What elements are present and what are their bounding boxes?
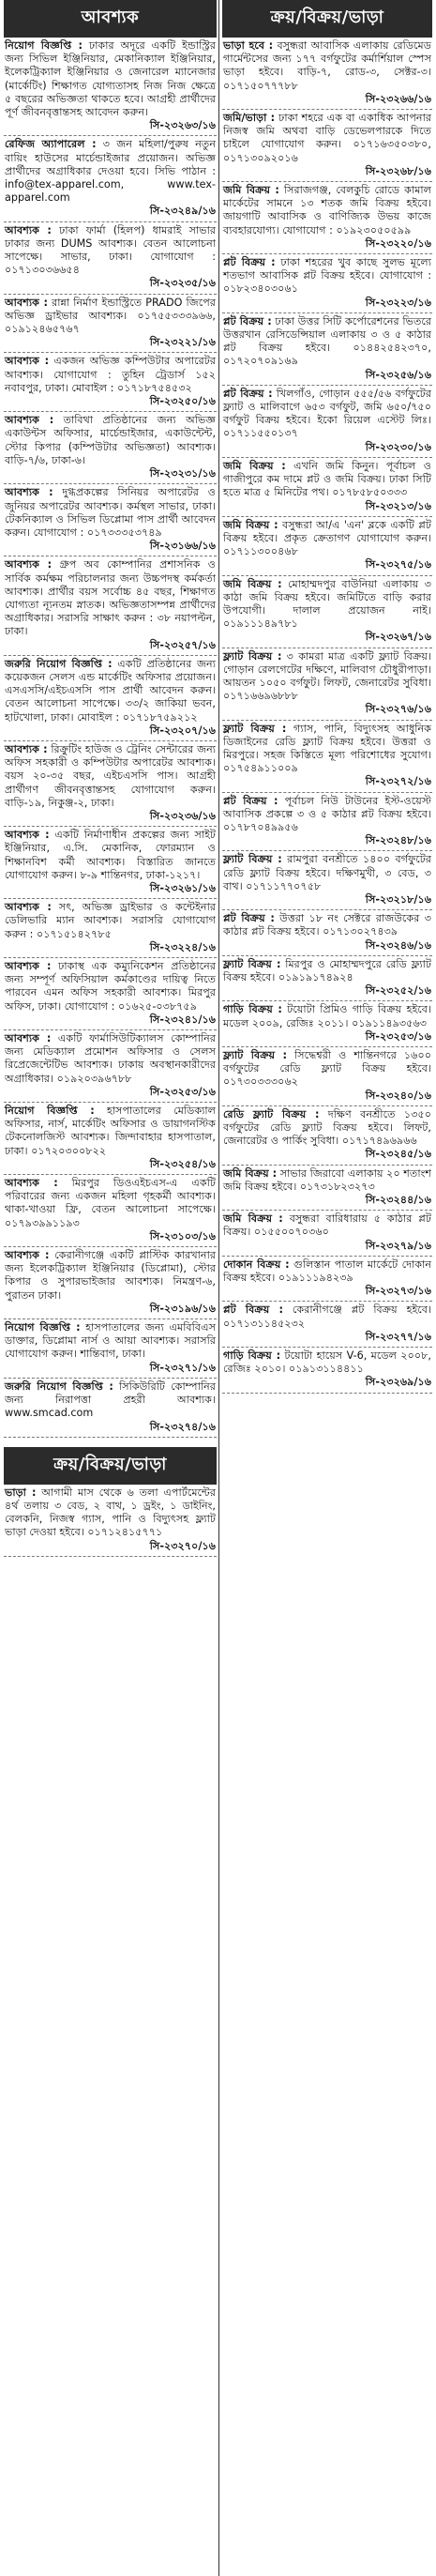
ad-code: সি-২৩২৭২/১৬ xyxy=(365,775,431,788)
classified-ad xyxy=(222,110,432,182)
ad-code: সি-২৩২২১/১৬ xyxy=(149,336,216,349)
ad-code: সি-২৩২৪০/১৬ xyxy=(365,1089,431,1102)
classified-ad xyxy=(4,412,217,484)
classified-ad xyxy=(222,1302,432,1348)
classified-ad xyxy=(4,1319,217,1379)
ad-code: সি-২৩২৭৯/১৬ xyxy=(365,1239,431,1252)
classified-ad xyxy=(222,1166,432,1212)
ad-text: রান্না নির্মাণ ইন্ডাস্ট্রিতে PRADO জিপের অভিজ্ঞ ড্রাইভার আবশ্যক। ০১৭৫৫৩৩৩৯৬৬, ০১৯১২৪৬৫৭৬৭ xyxy=(5,296,216,336)
ad-code: সি-২৩২২৩/১৬ xyxy=(365,296,431,309)
ad-keyword: প্লট বিক্রয় : xyxy=(223,794,278,807)
ad-code: সি-২৩২৭৫/১৬ xyxy=(365,558,431,572)
ad-text: গুলিস্তান পাতাল মার্কেটে দোকান বিক্রয় হইবে। ০১৯১১১৯৪২৩৯ xyxy=(223,1258,432,1285)
ad-code: সি-২৩২৪৪/১৬ xyxy=(365,1194,431,1207)
classified-ad xyxy=(4,556,217,655)
ad-text: হাসপাতালের মেডিক্যাল অফিসার, নার্স, মার্কেটিং অফিসার ও ডায়াগনস্টিক টেকনোলজিস্ট আবশ্যক। জিন্দাবাহার হাসপাতাল, ঢাকা। ০১৭২০৩০০৮২২ xyxy=(5,1105,216,1157)
classified-ad xyxy=(4,222,217,295)
ad-code: সি-২৩২৭৭/১৬ xyxy=(365,1330,431,1343)
ad-text: টয়োটা হায়েস V-6, মডেল ২০০৮, রেজিঃ ২০১০। ০১৯১৩১১৪৪১১ xyxy=(223,1349,431,1376)
classified-ad xyxy=(222,576,432,648)
ad-code: সি-২৩২৭০/১৬ xyxy=(149,1539,216,1552)
ad-keyword: জমি বিক্রয় : xyxy=(223,459,286,472)
column-divider xyxy=(218,0,219,2576)
ad-text: ঢাকা উত্তর সিটি কর্পোরেশনের ভিতরে উত্তরখান রেসিডেন্সিয়াল এলাকায় ৩ ও ৫ কাঠার প্লট বিক্রয় হইবে। ০১৪৪২৫৪২৩৭০, ০১৭২০৭০৯১৬৯ xyxy=(223,314,431,368)
classified-ad xyxy=(4,38,217,136)
classified-ad xyxy=(4,656,217,741)
classified-ad xyxy=(222,313,432,386)
classified-ad xyxy=(4,353,217,412)
rent-ads-list-left xyxy=(4,1485,217,1557)
ad-code: সি-২৩২৭৬/১৬ xyxy=(365,703,431,716)
classified-ad xyxy=(222,851,432,910)
ad-text: ঢাকাস্থ এক কম্যুনিকেশন প্রতিষ্ঠানের জন্য সম্পূর্ণ অফিসিয়াল কর্মকাণ্ডের দায়িত্ব নিতে পারবেন এমন অফিস সহকারী আবশ্যক। মিরপুর অফিস, ঢাকা। যোগাযোগ : ০১৬২৫-০৩৮৭৫৯ xyxy=(5,960,216,1013)
ad-keyword: আবশ্যক : xyxy=(5,558,53,572)
ad-text: হাসপাতালের জন্য এমবিবিএস ডাক্তার, ডিপ্লোমা নার্স ও আয়া আবশ্যক। সরাসরি যোগাযোগ করুন। শান্তিবাগ, ঢাকা। xyxy=(5,1321,216,1361)
ad-text: ঢাকার অদূরে একটি ইন্ডাস্ট্রির জন্য সিভিল ইঞ্জিনিয়ার, মেকানিক্যাল ইঞ্জিনিয়ার, ইলেকট্রিক্যাল ইঞ্জিনিয়ার ও জেনারেল ম্যানেজার (মার্কেটিং) শিক্ষাগত যোগ্যতাসহ নিজ নিজ ক্ষেত্রে ৫ বছরের অভিজ্ঞতা থাকতে হবে। আগ্রহী প্রার্থীদের পূর্ণ জীবনবৃত্তান্তসহ আবেদন করুন। xyxy=(5,39,216,119)
classified-ad xyxy=(222,793,432,852)
ad-text: সৎ, অভিজ্ঞ ড্রাইভার ও কন্টেইনার ডেলিভারি ম্যান আবশ্যক। সরাসরি যোগাযোগ করুন : ০১৭১৫১৪২৭৮৫ xyxy=(5,901,216,940)
ad-text: দক্ষিণ বনশ্রীতে ১৩৫০ বর্গফুটের রেডি ফ্ল্যাট বিক্রয় হইবে। লিফট, জেনারেটর ও পার্কিং সুবিধা। ০১৭১৭৪৯৬৯৬৬ xyxy=(223,1107,431,1148)
classified-ad xyxy=(222,956,432,1002)
classified-ad xyxy=(4,1247,217,1319)
ad-code: সি-২৩২৬১/১৬ xyxy=(149,881,216,894)
ad-code: সি-২৩২৫৬/১৬ xyxy=(365,368,431,381)
ad-text: পূর্বাচল নিউ টাউনের ইস্ট-ওয়েস্ট আবাসিক প্রকল্পে ৩ ও ৫ কাঠার প্লট বিক্রয় হইবে। ০১৭৮৭০৪৯৯৫৬ xyxy=(223,794,432,833)
section-header-buy-sell-rent: ক্রয়/বিক্রয়/ভাড়া xyxy=(222,0,432,38)
ad-keyword: আবশ্যক : xyxy=(5,1249,50,1262)
ad-code: সি-২৩১৬৬/১৬ xyxy=(149,540,216,553)
ad-keyword: গাড়ি বিক্রয় : xyxy=(223,1349,281,1363)
ad-keyword: ফ্ল্যাট বিক্রয় : xyxy=(223,722,287,735)
ad-text: একটি প্রতিষ্ঠানের জন্য কয়েকজন সেলস এন্ড মার্কেটিং অফিসার প্রয়োজন। এসএসসি/এইচএসসি পাস প্রার্থী আবেদন করুন। বেতন আলোচনা সাপেক্ষে। ৩৩/২ জাকিয়া ভবন, হাটখোলা, ঢাকা। মোবাইল : ০১৭১৮৭৫৯২১২ xyxy=(5,657,216,724)
ad-keyword: নিয়োগ বিজ্ঞপ্তি : xyxy=(5,39,83,52)
ad-keyword: আবশ্যক : xyxy=(5,1032,52,1045)
ad-text: দুগ্ধপ্রকল্পের সিনিয়র অপারেটর ও জুনিয়র অপারেটর আবশ্যক। কর্মস্থল সাভার, ঢাকা। টেকনিক্যাল ও সিভিল ডিপ্লোমা পাস প্রার্থী আবেদন করুন। যোগাযোগ : ০১৭৩৩৩৫৩৭৪৯ xyxy=(5,486,216,539)
ad-code: সি-২৩২৫০/১৬ xyxy=(149,395,216,408)
ad-text: মোহাম্মদপুর বাউনিয়া এলাকায় ৩ কাঠা জমি বিক্রয় হইবে। জমিটিতে বাড়ি করার উপযোগী। দালাল প্রয়োজন নাই। ০১৯১১১৪৯৭৮১ xyxy=(223,577,431,631)
wanted-ads-list xyxy=(4,38,217,1438)
ad-code: সি-২৩২৪১/১৬ xyxy=(149,1013,216,1026)
ad-code: সি-২৩২৪৯/১৬ xyxy=(149,205,216,218)
ad-code: সি-২৩২৪৬/১৬ xyxy=(365,938,431,952)
ad-code: সি-২৩১০৩/১৬ xyxy=(149,1229,216,1242)
ad-text: কেরানীগঞ্জে প্লট বিক্রয় হইবে। ০১৭১৩১১৪৫২৩২ xyxy=(223,1303,431,1330)
classified-ad xyxy=(222,182,432,254)
ad-code: সি-২৩২৫৪/১৬ xyxy=(149,1157,216,1170)
ad-keyword: জমি বিক্রয় : xyxy=(223,184,279,197)
ad-keyword: দোকান বিক্রয় : xyxy=(223,1258,290,1271)
ad-keyword: ফ্ল্যাট বিক্রয় : xyxy=(223,649,282,663)
ad-text: বসুন্ধরা আবাসিক এলাকায় রেডিমেড গার্মেন্টসের জন্য ১৭৭ বর্গফুটের কর্মার্শিয়াল স্পেস ভাড়া হইবে। বাড়ি-৭, রোড-৩, সেক্টর-৩। ০১৭১৫০৭৭৭৮৮ xyxy=(223,39,431,92)
classified-ad xyxy=(4,1379,217,1438)
ad-text: টয়োটা প্রিমিও গাড়ি বিক্রয় হইবে। মডেল ২০০৯, রেজিঃ ২০১১। ০১৯১১৪৯৩৫৬৩ xyxy=(223,1003,431,1029)
ad-code: সি-২৩২৬৮/১৬ xyxy=(365,164,431,177)
ad-code: সি-২৩২৭১/১৬ xyxy=(149,1361,216,1374)
ad-text: ঢাকা শহরে এক বা একাধিক আপনার নিজস্ব জমি অথবা বাড়ি ডেভেলপারকে দিতে চাইলে যোগাযোগ করুন। ০১৭১৬৩৫০৩৮০, ০১৭১৩০৯২০১৬ xyxy=(223,112,431,164)
ad-text: রিক্রুটিং হাউজ ও ট্রেনিং সেন্টারের জন্য অফিস সহকারী ও কম্পিউটার অপারেটর আবশ্যক। বয়স ২০-৩৫ বছর, এইচএসসি পাস। আগ্রহী প্রার্থীগণ জীবনবৃত্তান্তসহ যোগাযোগ করুন। বাড়ি-১৯, নিকুঞ্জ-২, ঢাকা। xyxy=(5,742,216,809)
classified-ad xyxy=(4,958,217,1030)
ad-keyword: আবশ্যক : xyxy=(5,1177,58,1190)
classified-ad xyxy=(222,254,432,313)
ad-keyword: ফ্ল্যাট বিক্রয় : xyxy=(223,853,282,866)
ad-text: সাভার জিরাবো এলাকায় ২০ শতাংশ জমি বিক্রয় হইবে। ০১৭৩১৮২৩২৭৩ xyxy=(223,1166,431,1193)
ad-code: সি-২৩২৪৫/১৬ xyxy=(365,1148,431,1161)
ad-keyword: গাড়ি বিক্রয় : xyxy=(223,1003,282,1016)
ad-keyword: প্লট বিক্রয় : xyxy=(223,912,275,925)
ad-text: আগামী মাস থেকে ৬ তলা এপার্টমেন্টের ৪র্থ তলায় ৩ বেড, ২ বাথ, ১ ড্রইং, ১ ডাইনিং, বেলকনি, নিজস্ব গ্যাস, পানি ও বিদ্যুৎসহ ফ্ল্যাট ভাড়া দেওয়া হইবে। ০১৭১২৪১৫৭৭১ xyxy=(5,1486,216,1539)
classified-ad xyxy=(4,899,217,958)
ad-keyword: নিয়োগ বিজ্ঞপ্তি : xyxy=(5,1321,81,1334)
ad-text: একটি নির্মাণাধীন প্রকল্পের জন্য সাইট ইঞ্জিনিয়ার, এ.সি. মেকানিক, ফোরম্যান ও শিক্ষানবিশ কর্মী আবশ্যক। বিস্তারিত জানতে যোগাযোগ করুন। ৮-৯ শান্তিনগর, ঢাকা-১২১৭। xyxy=(5,829,216,881)
ad-keyword: জমি বিক্রয় : xyxy=(223,1212,283,1226)
ad-code: সি-২৩২৬৩/১৬ xyxy=(149,119,216,132)
ad-text: একটি ফার্মাসিউটিক্যালস কোম্পানির জন্য মেডিক্যাল প্রমোশন অফিসার ও সেলস রিপ্রেজেন্টেটিভ আবশ্যক। ঢাকায় অবস্থানকারীদের অগ্রাধিকার। ০১৯২০৩৯৬৭৮৮ xyxy=(5,1032,217,1085)
ad-text: মিরপুর ডিওএইচএস-এ একটি পরিবারের জন্য একজন মহিলা গৃহকর্মী আবশ্যক। থাকা-খাওয়া ফ্রি, বেতন আলোচনা সাপেক্ষে। ০১৭৯৩৯৯১১৯৩ xyxy=(5,1177,216,1229)
ad-code: সি-২৩২৬৯/১৬ xyxy=(365,1376,431,1389)
right-column xyxy=(222,0,432,2576)
ad-text: তাবিথা প্রতিষ্ঠানের জন্য অভিজ্ঞ একাউন্টস অফিসার, মার্চেন্ডাইজার, একাউন্টেন্ট, স্টোর কিপার (কম্পিউটার অভিজ্ঞতা) আবশ্যক। বাড়ি-৭/৬, ঢাকা-৬। xyxy=(5,414,216,466)
ad-code: সি-২৩২৫৭/১৬ xyxy=(149,638,216,651)
ad-keyword: জমি বিক্রয় : xyxy=(223,1166,278,1180)
ad-text: সিদ্ধেশ্বরী ও শান্তিনগরে ১৬০০ বর্গফুটের রেডি ফ্ল্যাট বিক্রয় হইবে। ০১৭৩০৩৩৩০৬২ xyxy=(223,1049,431,1089)
classified-ad xyxy=(222,1106,432,1166)
ad-keyword: প্লট বিক্রয় : xyxy=(223,314,272,328)
ad-text: গ্যাস, পানি, বিদ্যুৎসহ আধুনিক ডিজাইনের রেডি ফ্ল্যাট বিক্রয় হইবে। উত্তরা ও মিরপুরে। সহজ কিস্তিতে মূল্য পরিশোধের সুযোগ। ০১৭৫৪৯১১০০৯ xyxy=(223,722,431,775)
ad-code: সি-২৩২২০/১৬ xyxy=(365,236,431,250)
ad-code: সি-২৩২৩০/১৬ xyxy=(365,440,431,453)
ad-code: সি-২৩২৭৩/১৬ xyxy=(365,1285,431,1298)
ad-keyword: আবশ্যক : xyxy=(5,355,50,368)
classified-ad xyxy=(222,1047,432,1106)
ad-text: সিকিউরিটি কোম্পানির জন্য নিরাপত্তা প্রহরী আবশ্যক। www.smcad.com xyxy=(5,1379,216,1420)
classified-ad xyxy=(222,1348,432,1394)
classified-ad xyxy=(222,1257,432,1303)
ad-keyword: আবশ্যক : xyxy=(5,960,52,972)
ad-code: সি-২৩২৭৪/১৬ xyxy=(149,1420,216,1433)
classified-ad xyxy=(4,136,217,221)
ad-keyword: জমি বিক্রয় : xyxy=(223,577,282,590)
ad-text: মিরপুর ও মোহাম্মদপুরে রেডি ফ্ল্যাট বিক্রয় হইবে। ০১৯১৯১৭৪৯২৪ xyxy=(223,957,431,983)
classified-ad xyxy=(4,484,217,556)
ad-code: সি-২৩১৯৬/১৬ xyxy=(149,1302,216,1315)
ad-keyword: আবশ্যক : xyxy=(5,414,54,427)
classified-ad xyxy=(4,1175,217,1247)
classified-ad xyxy=(4,1485,217,1557)
ad-code: সি-২৩২১৩/১৬ xyxy=(365,499,431,512)
ad-text: ঢাকা ফার্মা (হিলপ) ধামরাই সাভার ঢাকার জন্য DUMS আবশ্যক। বেতন আলোচনা সাপেক্ষে। সাভার, ঢাকা। যোগাযোগ : ০১৭১৩০৩৬৬৫৪ xyxy=(5,223,216,277)
ad-text: উত্তরা ১৮ নং সেক্টরে রাজউকের ৩ কাঠার প্লট বিক্রয় হইবে। ০১৭১৩০২৭৪৩৯ xyxy=(223,912,431,938)
ad-code: সি-২৩২৫৩/১৬ xyxy=(365,1029,431,1043)
ad-code: সি-২৩২৩৬/১৬ xyxy=(149,809,216,822)
ad-text: ৩ জন মহিলা/পুরুষ নতুন বায়িং হাউসের মার্চেন্ডাইজার প্রয়োজন। অভিজ্ঞ প্রার্থীদের অগ্রাধিকার দেওয়া হবে। সিভি পাঠান : info@tex-apparel.com, www.tex-apparel.com xyxy=(5,138,217,205)
ad-text: বসুন্ধরা আ/এ 'এন' ব্লকে একটি প্লট বিক্রয় হইবে। প্রকৃত ক্রেতাগণ যোগাযোগ করুন। ০১৭১১৩০০৪৬৮ xyxy=(223,518,431,558)
ad-keyword: জরুরি নিয়োগ বিজ্ঞপ্তি : xyxy=(5,657,113,670)
buy-sell-ads-list xyxy=(222,38,432,1394)
ad-text: বসুন্ধরা বারিধারায় ৫ কাঠার প্লট বিক্রয়। ০১৫৫০০৭০৩৬০ xyxy=(223,1212,431,1239)
ad-keyword: রেডি ফ্ল্যাট বিক্রয় : xyxy=(223,1107,320,1120)
classified-ad xyxy=(4,1103,217,1175)
ad-code: সি-২৩২১৮/১৬ xyxy=(365,892,431,906)
ad-keyword: জরুরি নিয়োগ বিজ্ঞপ্তি : xyxy=(5,1379,113,1393)
ad-text: ঢাকা শহরের খুব কাছে সুলভ মূল্যে শতভাগ আবাসিক প্লট বিক্রয় হইবে। যোগাযোগ : ০১৮২৩৪০৩০৬১ xyxy=(223,256,431,296)
ad-text: একজন অভিজ্ঞ কম্পিউটার অপারেটর আবশ্যক। যোগাযোগ : তুহিন ট্রেডার্স ১৫২ নবাবপুর, ঢাকা। মোবাইল : ০১৭১৮৭৫৪৫৩২ xyxy=(5,355,216,394)
ad-keyword: আবশ্যক : xyxy=(5,829,50,842)
ad-keyword: আবশ্যক : xyxy=(5,901,52,914)
ad-code: সি-২৩২৫২/১৬ xyxy=(365,984,431,998)
ad-keyword: ফ্ল্যাট বিক্রয় : xyxy=(223,957,281,970)
ad-code: সি-২৩২৫৩/১৬ xyxy=(149,1085,216,1098)
classified-ad xyxy=(222,648,432,721)
classified-ad xyxy=(222,458,432,517)
ad-text: ৩ কামরা মাত্র একটি ফ্ল্যাট বিক্রয়। গোড়ান রেলগেটের দক্ষিণে, মালিবাগ চৌধুরীপাড়া। আয়তন ১০৫০ বর্গফুট। লিফট, জেনারেটর সুবিধা। ০১৭১৬৬৯৬৮৮৮ xyxy=(223,649,431,703)
ad-text: খিলগাঁও, গোড়ান ৫৫৫/৫৬ বর্গফুটের ফ্ল্যাট ও মালিবাগে ৬৫৩ বর্গফুট, জমি ৬৫০/৭৫০ বর্গফুট বিক্রয় হইবে। ইকো রিয়েল এস্টেট লিঃ। ০১৭১১৫৫০১৩৭ xyxy=(223,387,431,440)
ad-keyword: আবশ্যক : xyxy=(5,296,48,309)
ad-keyword: ভাড়া : xyxy=(5,1486,37,1499)
ad-text: এখনি জমি কিনুন। পূর্বাচল ও গাজীপুরে কম দামে প্লট ও জমি বিক্রয়। ঢাকা সিটি হতে মাত্র ৫ মিনিটের পথ। ০১৭৮৫৮৫০৩৩৩ xyxy=(223,459,432,499)
ad-keyword: আবশ্যক : xyxy=(5,223,52,236)
ad-keyword: আবশ্যক : xyxy=(5,742,48,755)
ad-keyword: ফ্ল্যাট বিক্রয় : xyxy=(223,1049,288,1062)
classified-ad xyxy=(222,910,432,956)
classified-ad xyxy=(4,741,217,827)
ad-keyword: নিয়োগ বিজ্ঞপ্তি : xyxy=(5,1105,95,1118)
ad-keyword: রেফিজ অ্যাপারেল : xyxy=(5,138,97,151)
ad-keyword: প্লট বিক্রয় : xyxy=(223,387,273,400)
ad-code: সি-২৩২৬৬/১৬ xyxy=(365,92,431,105)
classified-ad xyxy=(222,721,432,793)
ad-code: সি-২৩২৩৫/১৬ xyxy=(149,277,216,290)
ad-keyword: প্লট বিক্রয় : xyxy=(223,256,276,269)
classified-ad xyxy=(4,827,217,899)
ad-keyword: জমি/ভাড়া : xyxy=(223,112,276,125)
ad-code: সি-২৩২৪৮/১৬ xyxy=(365,834,431,847)
classified-ad xyxy=(222,1211,432,1257)
ad-code: সি-২৩২০৭/১৬ xyxy=(149,724,216,737)
classified-ad xyxy=(222,38,432,110)
ad-keyword: জমি বিক্রয় : xyxy=(223,518,278,531)
left-column xyxy=(4,0,217,2576)
ad-code: সি-২৩২৬৭/১৬ xyxy=(365,631,431,644)
ad-keyword: ভাড়া হবে : xyxy=(223,39,274,52)
ad-text: কেরানীগঞ্জে একটি প্লাস্টিক কারখানার জন্য ইলেকট্রিক্যাল ইঞ্জিনিয়ার (ডিপ্লোমা), স্টোর কিপার ও সুপারভাইজার আবশ্যক। নিমন্ত্রণ-৬, পুরাতন ঢাকা। xyxy=(5,1249,216,1302)
section-header-wanted: আবশ্যক xyxy=(4,0,217,38)
ad-code: সি-২৩২২৪/১৬ xyxy=(149,940,216,953)
ad-text: সিরাজগঞ্জ, বেলকুচি রোডে কামাল মার্কেটের সামনে ১৩ শতক জমি বিক্রয় হইবে। জায়গাটি আবাসিক ও বাণিজ্যিক উভয় কাজে ব্যবহারযোগ্য। যোগাযোগ : ০১৯২৩০৫০৫৯৯ xyxy=(223,184,431,236)
classified-ad xyxy=(222,517,432,576)
ad-keyword: আবশ্যক : xyxy=(5,486,53,499)
classified-ad xyxy=(4,295,217,354)
ad-text: রামপুরা বনশ্রীতে ১৪০০ বর্গফুটের রেডি ফ্ল্যাট বিক্রয় হইবে। দক্ষিণমুখী, ৩ বেড, ৩ বাথ। ০১৭১১৭৭০৭৫৮ xyxy=(223,853,431,892)
classified-ad xyxy=(222,1001,432,1047)
ad-code: সি-২৩২৩১/১৬ xyxy=(149,467,216,480)
ad-keyword: প্লট বিক্রয় : xyxy=(223,1303,283,1317)
classified-ad xyxy=(222,386,432,458)
classified-ad xyxy=(4,1030,217,1103)
section-header-buy-sell-rent-left: ক্রয়/বিক্রয়/ভাড়া xyxy=(4,1447,217,1485)
ad-text: গ্রুপ অব কোম্পানির প্রশাসনিক ও সার্বিক কর্মক্ষম পরিচালনার জন্য উচ্চপদস্থ কর্মকর্তা আবশ্যক। প্রার্থীর বয়স সর্বোচ্চ ৪৫ বছর, শিক্ষাগত যোগ্যতা ন্যূনতম স্নাতক। অভিজ্ঞতাসম্পন্ন প্রার্থীদের অগ্রাধিকার। সরাসরি সাক্ষাৎ করুন : ৩৮ নয়াপল্টন, ঢাকা। xyxy=(5,558,216,638)
